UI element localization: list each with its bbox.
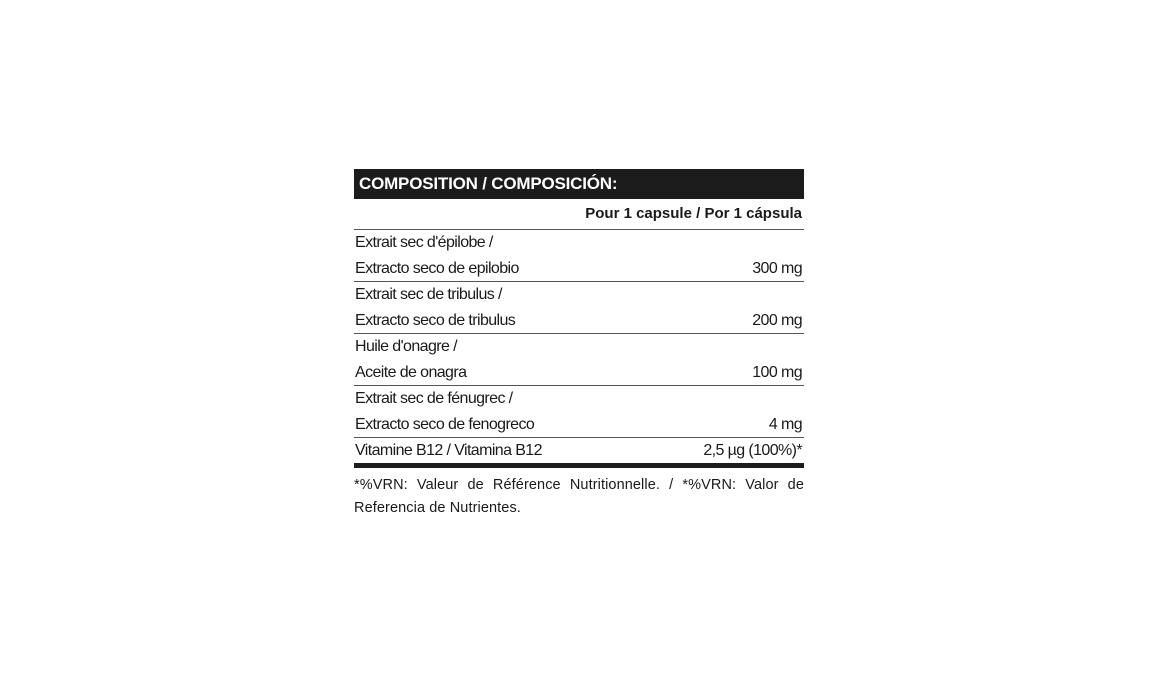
ingredient-name-es: Extracto seco de tribulus (355, 311, 516, 329)
ingredient-amount: 200 mg (752, 311, 802, 329)
ingredient-row-fenugrec (354, 386, 804, 438)
composition-panel (354, 169, 804, 520)
ingredient-row-onagre (354, 334, 804, 386)
ingredient-amount: 4 mg (768, 415, 802, 433)
ingredient-name-fr: Extrait sec d'épilobe / (355, 234, 493, 251)
ingredient-row-vitamin-b12 (354, 438, 804, 468)
ingredient-name-fr: Extrait sec de fénugrec / (355, 390, 513, 407)
ingredient-name-fr: Extrait sec de tribulus / (355, 286, 502, 303)
ingredient-name-es: Aceite de onagra (355, 363, 467, 381)
ingredient-row-tribulus (354, 282, 804, 334)
ingredient-name-fr: Huile d'onagre / (355, 338, 457, 355)
serving-size-label: Pour 1 capsule / Por 1 cápsula (354, 199, 804, 230)
ingredient-amount: 300 mg (752, 259, 802, 277)
ingredient-name: Vitamine B12 / Vitamina B12 (355, 442, 542, 459)
ingredient-name-es: Extracto seco de fenogreco (355, 415, 535, 433)
footnote: *%VRN: Valeur de Référence Nutritionnelle. / *%VRN: Valor de Referencia de Nutrientes. (354, 477, 804, 516)
ingredient-row-epilobe (354, 230, 804, 282)
ingredient-amount: 2,5 µg (100%)* (703, 442, 802, 459)
ingredient-name-es: Extracto seco de epilobio (355, 259, 519, 277)
ingredient-amount: 100 mg (752, 363, 802, 381)
composition-title: COMPOSITION / COMPOSICIÓN: (354, 169, 804, 199)
